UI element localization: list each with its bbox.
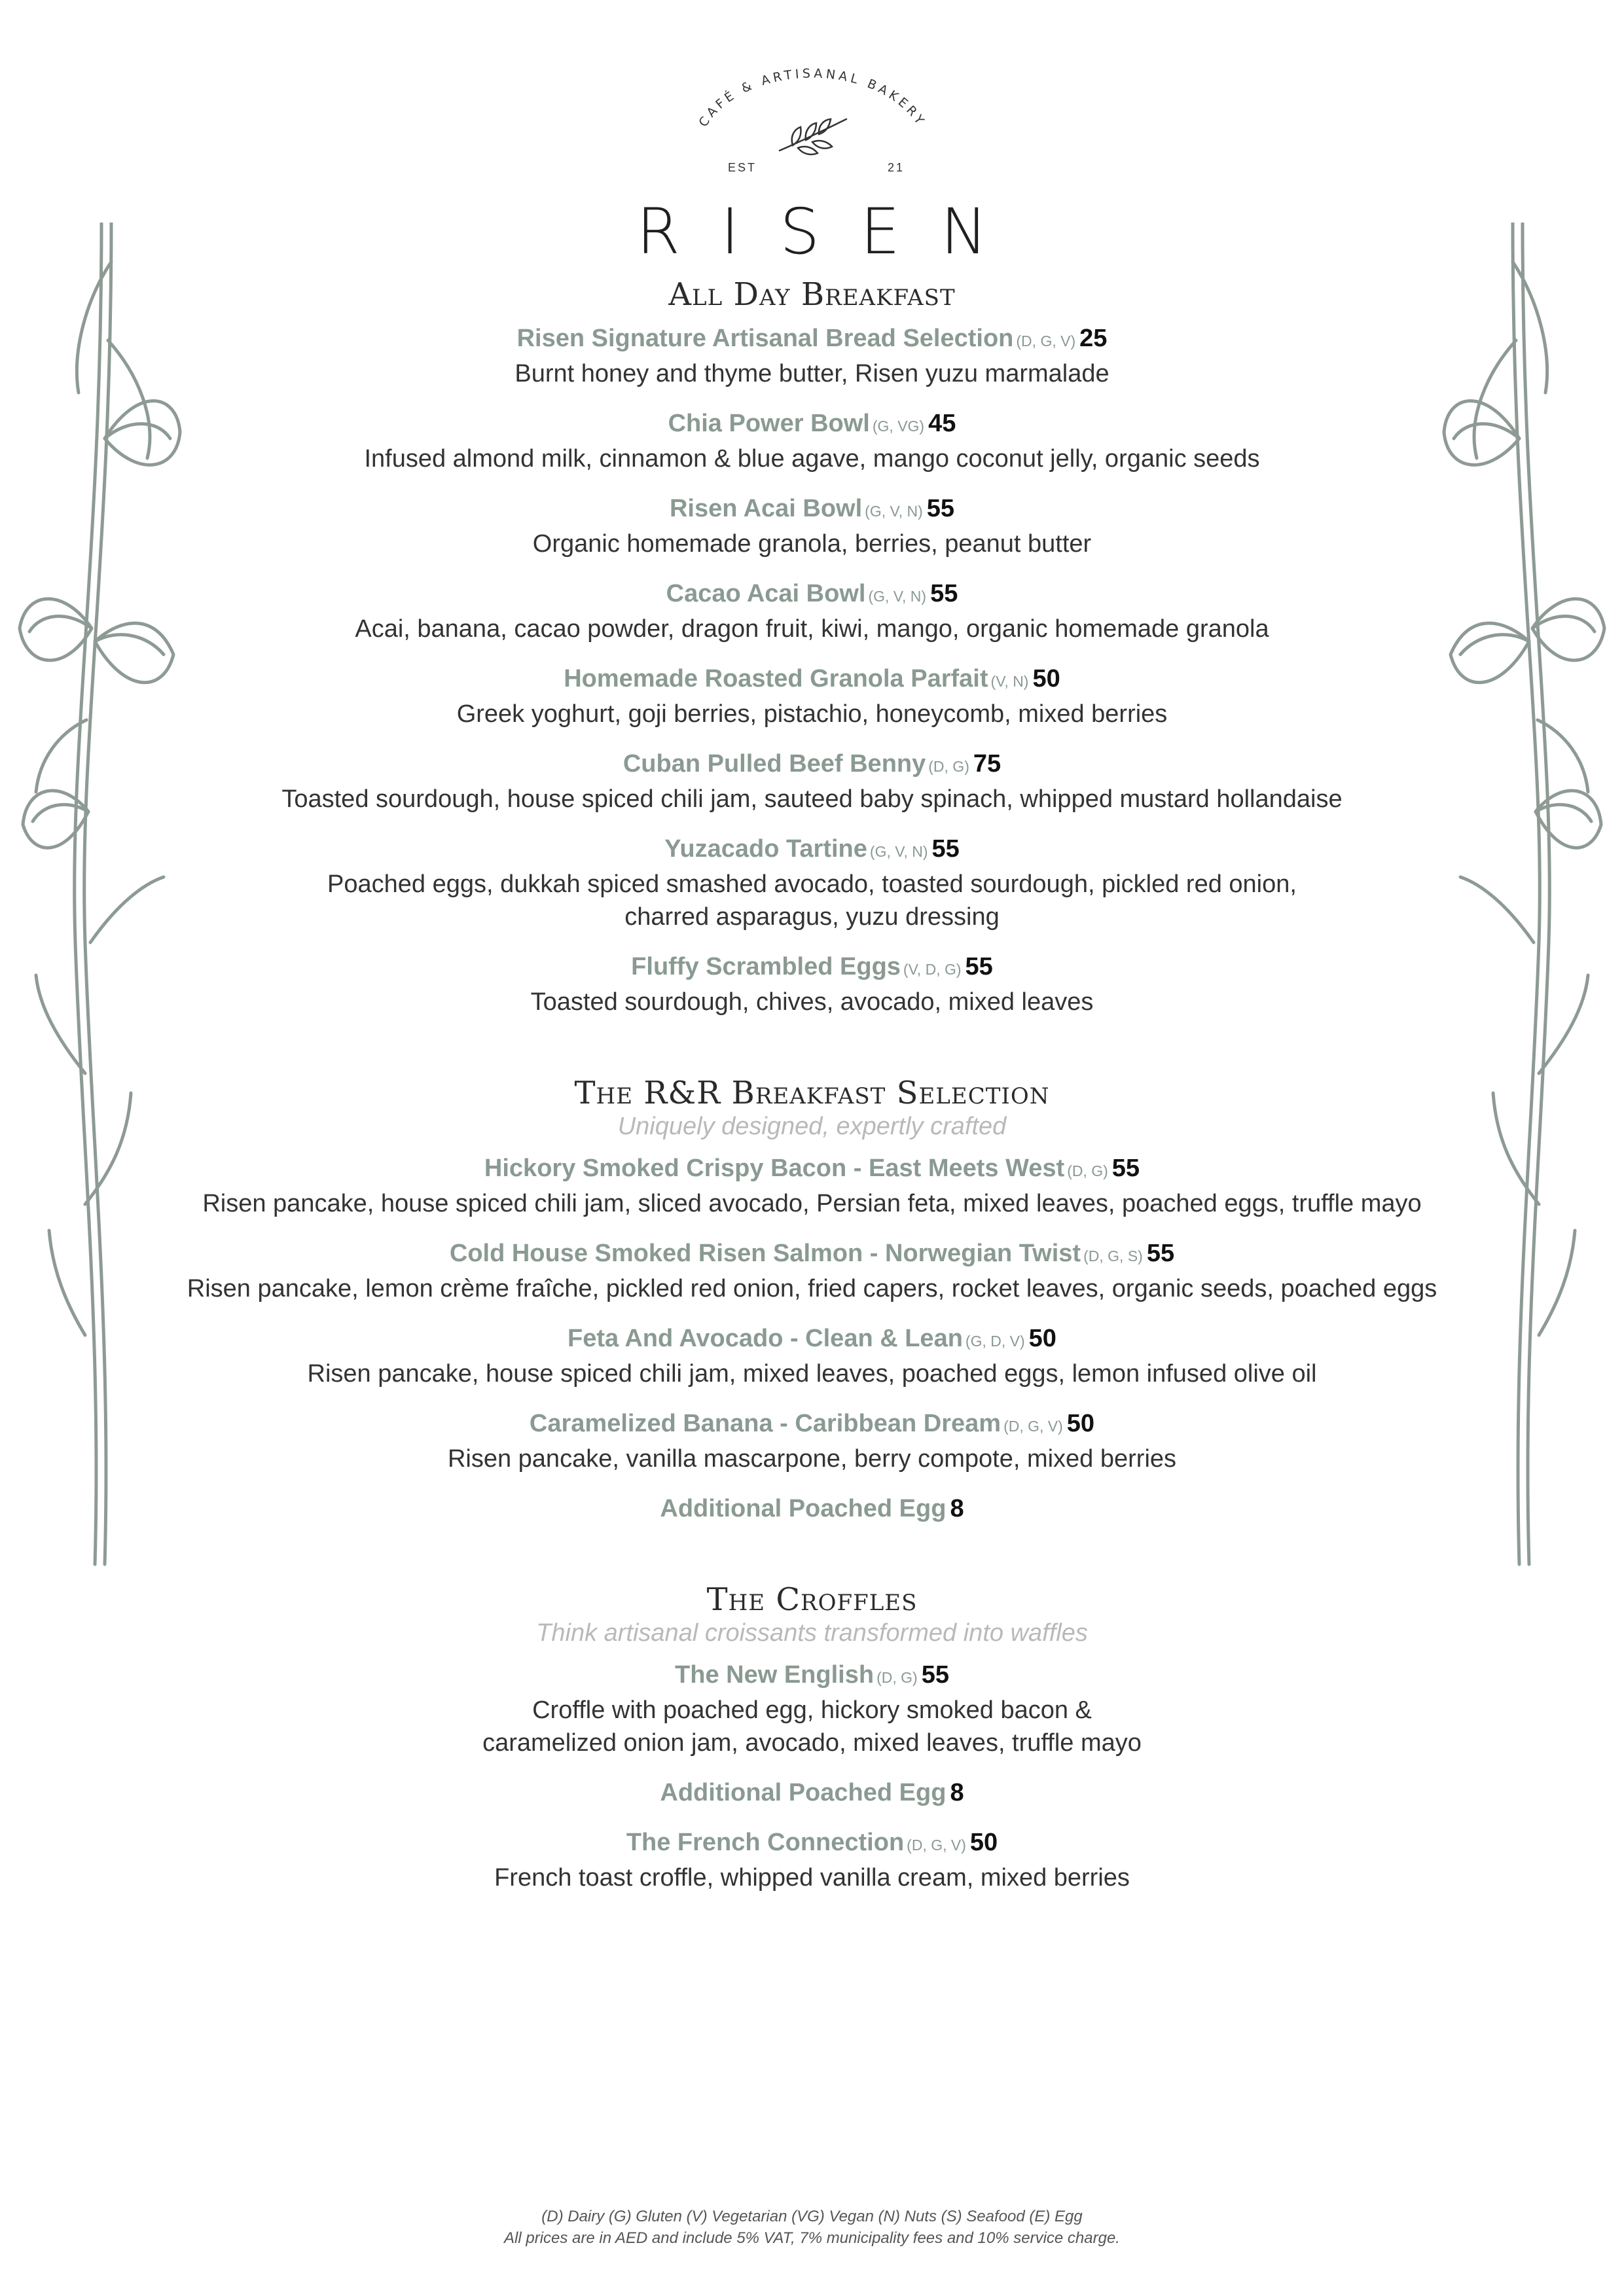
item-description: French toast croffle, whipped vanilla cream, mixed berries — [494, 1864, 1130, 1892]
item-tags: (D, G, V) — [1016, 332, 1076, 350]
item-description: Croffle with poached egg, hickory smoked bacon & — [532, 1696, 1092, 1724]
item-tags: (G, V, N) — [865, 503, 923, 520]
item-tags: (G, VG) — [872, 418, 925, 435]
item-description: Infused almond milk, cinnamon & blue agave, mango coconut jelly, organic seeds — [364, 445, 1260, 473]
item-name: Chia Power Bowl — [668, 410, 870, 437]
item-description: Risen pancake, lemon crème fraîche, pickled red onion, fried capers, rocket leaves, organic seeds, poached eggs — [187, 1275, 1437, 1302]
menu-item — [0, 492, 1624, 560]
menu-item — [0, 950, 1624, 1018]
item-name: The New English — [675, 1661, 875, 1689]
logo-arc-text — [675, 59, 950, 190]
menu-item-extra — [0, 1776, 1624, 1809]
item-name: Hickory Smoked Crispy Bacon - East Meets West — [484, 1155, 1065, 1182]
item-price: 8 — [950, 1495, 964, 1522]
menu-item — [0, 1407, 1624, 1475]
brand-logo — [0, 39, 1624, 268]
item-name: Risen Signature Artisanal Bread Selection — [516, 325, 1014, 352]
item-description: Toasted sourdough, chives, avocado, mixed leaves — [530, 988, 1094, 1016]
menu-item — [0, 577, 1624, 645]
menu-item — [0, 1237, 1624, 1305]
item-name: Homemade Roasted Granola Parfait — [564, 665, 988, 692]
brand-wordmark: RISEN — [636, 195, 1028, 268]
item-description: Acai, banana, cacao powder, dragon fruit, kiwi, mango, organic homemade granola — [355, 615, 1269, 643]
menu-item — [0, 1152, 1624, 1220]
footer — [0, 2206, 1624, 2249]
item-price: 50 — [969, 1829, 998, 1856]
menu-item — [0, 407, 1624, 475]
item-name: Additional Poached Egg — [660, 1779, 947, 1806]
item-name: Risen Acai Bowl — [669, 495, 863, 522]
item-price: 25 — [1079, 325, 1108, 352]
section-title: All Day Breakfast — [668, 276, 956, 313]
item-price: 55 — [921, 1661, 949, 1689]
item-name: Yuzacado Tartine — [664, 835, 867, 863]
item-name: Feta And Avocado - Clean & Lean — [568, 1325, 963, 1352]
item-price: 55 — [931, 835, 960, 863]
item-tags: (V, N) — [990, 673, 1029, 690]
item-price: 50 — [1066, 1410, 1095, 1437]
allergen-legend: (D) Dairy (G) Gluten (V) Vegetarian (VG) Vegan (N) Nuts (S) Seafood (E) Egg — [541, 2208, 1083, 2225]
item-tags: (G, D, V) — [965, 1333, 1025, 1350]
item-price: 55 — [965, 953, 993, 980]
item-name: Fluffy Scrambled Eggs — [631, 953, 901, 980]
item-tags: (V, D, G) — [903, 961, 962, 978]
menu-item — [0, 1322, 1624, 1390]
est-label: EST — [728, 161, 757, 174]
item-price: 75 — [973, 750, 1001, 778]
item-price: 50 — [1028, 1325, 1056, 1352]
item-description: charred asparagus, yuzu dressing — [624, 903, 1000, 931]
item-description: Risen pancake, house spiced chili jam, mixed leaves, poached eggs, lemon infused olive oil — [307, 1360, 1317, 1388]
menu-content — [0, 275, 1624, 1894]
item-tags: (D, G) — [876, 1669, 918, 1686]
item-price: 55 — [1111, 1155, 1140, 1182]
item-tags: (D, G) — [1067, 1162, 1108, 1179]
item-description: Risen pancake, vanilla mascarpone, berry compote, mixed berries — [447, 1445, 1177, 1473]
item-tags: (D, G, V) — [1003, 1418, 1063, 1435]
item-tags: (D, G) — [928, 758, 969, 775]
item-description: Burnt honey and thyme butter, Risen yuzu marmalade — [514, 360, 1110, 387]
menu-item-extra — [0, 1492, 1624, 1525]
section-all-day-breakfast — [0, 275, 1624, 1018]
item-name: Additional Poached Egg — [660, 1495, 947, 1522]
item-description: caramelized onion jam, avocado, mixed leaves, truffle mayo — [482, 1729, 1142, 1757]
menu-item — [0, 662, 1624, 730]
item-tags: (D, G, S) — [1083, 1247, 1143, 1265]
section-subtitle: Uniquely designed, expertly crafted — [617, 1113, 1007, 1140]
section-croffles — [0, 1580, 1624, 1894]
item-name: Cuban Pulled Beef Benny — [623, 750, 926, 778]
menu-item — [0, 747, 1624, 816]
section-rr-breakfast-selection — [0, 1073, 1624, 1525]
brand-tagline: CAFÉ & ARTISANAL BAKERY — [695, 66, 929, 130]
menu-item — [0, 1659, 1624, 1759]
item-description: Greek yoghurt, goji berries, pistachio, honeycomb, mixed berries — [456, 700, 1168, 728]
section-subtitle: Think artisanal croissants transformed into waffles — [536, 1619, 1088, 1647]
item-tags: (G, V, N) — [869, 843, 928, 860]
item-description: Toasted sourdough, house spiced chili jam, sauteed baby spinach, whipped mustard hollandaise — [281, 785, 1343, 813]
item-price: 45 — [928, 410, 956, 437]
item-price: 55 — [930, 580, 958, 607]
item-tags: (G, V, N) — [868, 588, 927, 605]
section-title: The R&R Breakfast Selection — [574, 1075, 1050, 1111]
item-description: Risen pancake, house spiced chili jam, sliced avocado, Persian feta, mixed leaves, poached eggs, truffle mayo — [202, 1190, 1422, 1217]
item-name: Cold House Smoked Risen Salmon - Norwegian Twist — [449, 1240, 1081, 1267]
item-tags: (D, G, V) — [907, 1837, 966, 1854]
svg-text:CAFÉ & ARTISANAL BAKERY — [696, 66, 928, 130]
item-name: The French Connection — [626, 1829, 905, 1856]
section-title: The Croffles — [706, 1581, 918, 1618]
item-name: Cacao Acai Bowl — [666, 580, 866, 607]
olive-branch-icon — [780, 119, 846, 154]
price-note: All prices are in AED and include 5% VAT, 7% municipality fees and 10% service charge. — [504, 2229, 1120, 2247]
item-name: Caramelized Banana - Caribbean Dream — [529, 1410, 1001, 1437]
item-price: 8 — [950, 1779, 964, 1806]
est-year: 21 — [888, 161, 905, 174]
item-price: 55 — [926, 495, 955, 522]
menu-item — [0, 1826, 1624, 1894]
item-price: 55 — [1146, 1240, 1175, 1267]
item-price: 50 — [1032, 665, 1060, 692]
menu-item — [0, 322, 1624, 390]
item-description: Organic homemade granola, berries, peanut butter — [532, 530, 1092, 558]
menu-item — [0, 833, 1624, 933]
item-description: Poached eggs, dukkah spiced smashed avocado, toasted sourdough, pickled red onion, — [327, 870, 1297, 898]
